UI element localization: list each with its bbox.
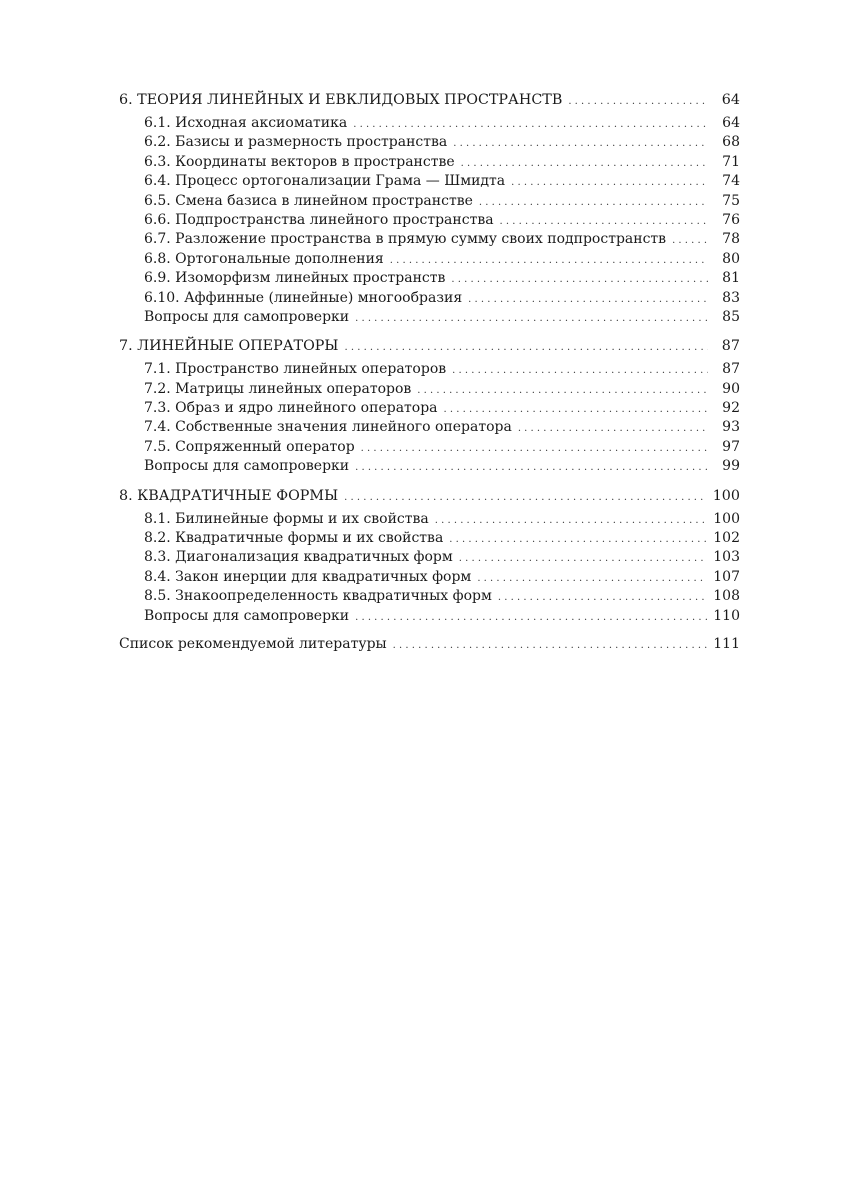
chapter-title: 8. КВАДРАТИЧНЫЕ ФОРМЫ [119,487,339,504]
toc-entry[interactable] [119,192,740,211]
page-number: 83 [722,289,740,306]
page-number: 108 [713,588,740,605]
page-number: 97 [722,438,740,455]
dot-leader [518,419,708,438]
dot-leader [452,361,708,380]
toc-entry[interactable] [119,568,740,587]
page-number: 90 [722,380,740,397]
dot-leader [511,173,708,192]
toc-entry[interactable] [119,153,740,172]
entry-title: 8.4. Закон инерции для квадратичных форм [144,568,472,585]
table-of-contents [119,90,740,654]
entry-title: Вопросы для самопроверки [144,607,350,624]
dot-leader [453,134,708,153]
toc-entry[interactable] [119,510,740,529]
toc-chapter-heading[interactable] [119,336,740,357]
dot-leader [461,154,708,173]
toc-entry[interactable] [119,308,740,327]
entry-title: 6.2. Базисы и размерность пространства [144,134,448,151]
dot-leader [451,270,708,289]
page-number: 64 [721,92,740,108]
toc-entry[interactable] [119,230,740,249]
toc-entry[interactable] [119,360,740,379]
toc-entry[interactable] [119,548,740,567]
toc-chapter-heading[interactable] [119,90,740,111]
dot-leader [498,588,707,607]
entry-title: 6.4. Процесс ортогонализации Грама — Шмидта [144,173,506,190]
dot-leader [417,381,708,400]
dot-leader [390,251,708,270]
chapter-title: 6. ТЕОРИЯ ЛИНЕЙНЫХ И ЕВКЛИДОВЫХ ПРОСТРАНСТВ [119,92,563,108]
entry-title: 6.9. Изоморфизм линейных пространств [144,270,446,287]
dot-leader [355,458,708,477]
toc-chapter-heading[interactable] [119,486,740,507]
entry-title: 8.2. Квадратичные формы и их свойства [144,530,444,547]
page-number: 111 [713,635,740,652]
page-number: 100 [713,510,740,527]
page-number: 78 [722,231,740,248]
page-number: 85 [722,308,740,325]
toc-entry[interactable] [119,607,740,626]
entry-title: 6.10. Аффинные (линейные) многообразия [144,289,463,306]
dot-leader [344,487,707,508]
dot-leader [672,231,708,250]
dot-leader [435,511,708,530]
toc-chapter-7 [119,336,740,476]
toc-chapter-6 [119,90,740,327]
dot-leader [361,439,708,458]
page-number: 110 [713,607,740,624]
entry-title: 6.7. Разложение пространства в прямую сумму своих подпространств [144,231,667,248]
page-number: 87 [721,338,740,355]
page-number: 74 [722,173,740,190]
entry-title: 6.8. Ортогональные дополнения [144,250,384,267]
entry-title: Вопросы для самопроверки [144,308,350,325]
page-number: 102 [713,530,740,547]
dot-leader [459,549,707,568]
toc-entry[interactable] [119,418,740,437]
page-number: 64 [722,115,740,131]
page-number: 93 [722,419,740,436]
entry-title: 8.3. Диагонализация квадратичных форм [144,549,453,566]
entry-title: 7.5. Сопряженный оператор [144,438,355,455]
dot-leader [449,530,707,549]
page-number: 76 [722,211,740,228]
entry-title: 7.3. Образ и ядро линейного оператора [144,400,438,417]
entry-title: 8.5. Знакоопределенность квадратичных форм [144,588,492,605]
toc-entry[interactable] [119,457,740,476]
entry-title: 6.6. Подпространства линейного пространства [144,211,494,228]
toc-entry[interactable] [119,289,740,308]
entry-title: 6.3. Координаты векторов в пространстве [144,153,455,170]
entry-title: 8.1. Билинейные формы и их свойства [144,510,429,527]
entry-title: 6.1. Исходная аксиоматика [144,115,348,131]
page-number: 100 [712,487,740,504]
chapter-title: 7. ЛИНЕЙНЫЕ ОПЕРАТОРЫ [119,338,339,355]
dot-leader [393,636,708,655]
page-number: 92 [722,400,740,417]
page-number: 71 [722,153,740,170]
dot-leader [355,608,707,627]
dot-leader [353,115,708,134]
page-number: 81 [722,270,740,287]
toc-entry[interactable] [119,587,740,606]
page-number: 103 [713,549,740,566]
page-number: 99 [722,458,740,475]
page-number: 75 [722,192,740,209]
toc-literature-entry[interactable] [119,635,740,654]
toc-entry[interactable] [119,133,740,152]
dot-leader [355,309,708,328]
page-number: 68 [722,134,740,151]
entry-title: 7.2. Матрицы линейных операторов [144,380,412,397]
toc-chapter-8 [119,486,740,626]
page-number: 107 [713,568,740,585]
entry-title: Вопросы для самопроверки [144,458,350,475]
toc-entry[interactable] [119,250,740,269]
dot-leader [444,400,708,419]
dot-leader [568,91,708,112]
dot-leader [479,193,708,212]
entry-title: 6.5. Смена базиса в линейном пространстве [144,192,473,209]
dot-leader [468,290,708,309]
toc-entry[interactable] [119,172,740,191]
page-number: 80 [722,250,740,267]
literature-title: Список рекомендуемой литературы [119,635,387,652]
toc-literature [119,635,740,654]
entry-title: 7.4. Собственные значения линейного оператора [144,419,512,436]
entry-title: 7.1. Пространство линейных операторов [144,361,447,378]
toc-entry[interactable] [119,438,740,457]
dot-leader [477,569,707,588]
toc-entry[interactable] [119,211,740,230]
dot-leader [500,212,708,231]
dot-leader [345,337,709,358]
page-number: 87 [722,361,740,378]
toc-entry[interactable] [119,269,740,288]
toc-entry[interactable] [119,114,740,133]
toc-entry[interactable] [119,399,740,418]
toc-entry[interactable] [119,529,740,548]
toc-entry[interactable] [119,380,740,399]
